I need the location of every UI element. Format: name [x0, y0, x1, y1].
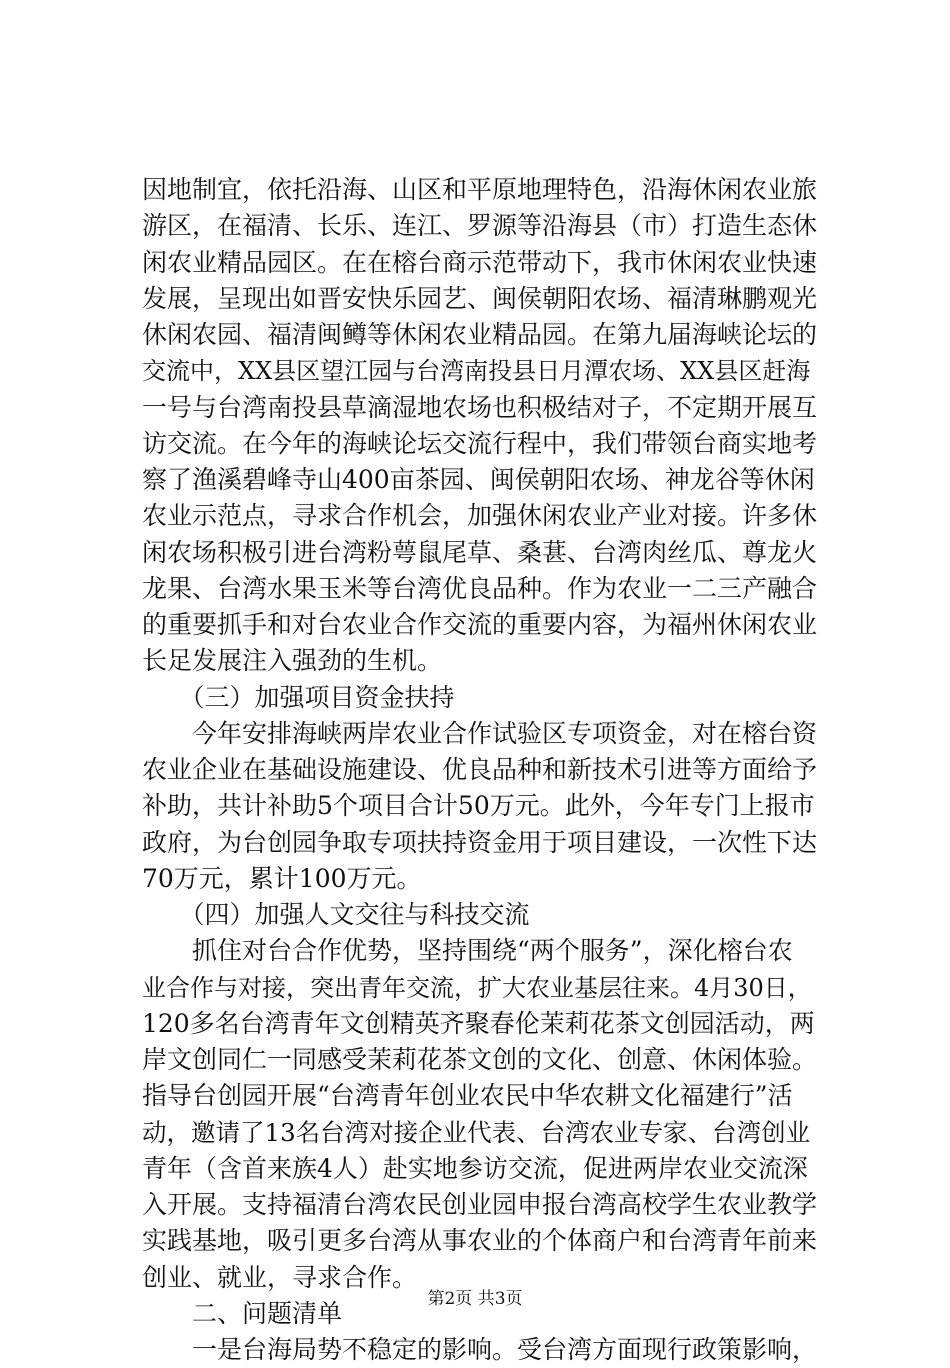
text-line: 政府，为台创园争取专项扶持资金用于项目建设，一次性下达 — [142, 827, 818, 857]
text-line: 交流中，XX县区望江园与台湾南投县日月潭农场、XX县区赶海 — [142, 357, 811, 386]
text-line: 创业、就业，寻求合作。 — [142, 1262, 418, 1292]
text-line: 闲农业精品园区。在在榕台商示范带动下，我市休闲农业快速 — [142, 247, 818, 277]
text-line: 游区，在福清、长乐、连江、罗源等沿海县（市）打造生态休 — [142, 211, 818, 241]
text-line: 入开展。支持福清台湾农民创业园申报台湾高校学生农业教学 — [142, 1190, 818, 1219]
text-line: 龙果、台湾水果玉米等台湾优良品种。作为农业一二三产融合 — [142, 573, 818, 603]
text-line: 实践基地，吸引更多台湾从事农业的个体商户和台湾青年前来 — [142, 1226, 818, 1256]
text-line: 岸文创同仁一同感受茉莉花茶文创的文化、创意、休闲体验。 — [142, 1045, 818, 1074]
text-line: 发展，呈现出如晋安快乐园艺、闽侯朝阳农场、福清琳鹏观光 — [142, 283, 818, 313]
text-line: 今年安排海峡两岸农业合作试验区专项资金，对在榕台资 — [142, 718, 818, 748]
section-heading: （四）加强人文交往与科技交流 — [142, 900, 530, 929]
text-line: 指导台创园开展“台湾青年创业农民中华农耕文化福建行”活 — [142, 1081, 793, 1111]
page-number: 第2页 共3页 — [427, 1289, 523, 1309]
text-line: 120多名台湾青年文创精英齐聚春伦茉莉花茶文创园活动，两 — [142, 1008, 815, 1038]
section-heading: 二、问题清单 — [142, 1298, 343, 1328]
text-line: 70万元，累计100万元。 — [142, 863, 422, 893]
text-line: 业合作与对接，突出青年交流，扩大农业基层往来。4月30日， — [142, 973, 812, 1002]
text-line: 的重要抓手和对台农业合作交流的重要内容，为福州休闲农业 — [142, 610, 818, 639]
text-line: 补助，共计补助5个项目合计50万元。此外，今年专门上报市 — [142, 791, 815, 821]
text-line: 因地制宜，依托沿海、山区和平原地理特色，沿海休闲农业旅 — [142, 175, 818, 204]
text-line: 察了渔溪碧峰寺山400亩茶园、闽侯朝阳农场、神龙谷等休闲 — [142, 465, 815, 494]
text-line: 一号与台湾南投县草滴湿地农场也积极结对子，不定期开展互 — [142, 392, 818, 422]
text-line: 动，邀请了13名台湾对接企业代表、台湾农业专家、台湾创业 — [142, 1117, 811, 1147]
text-line: 长足发展注入强劲的生机。 — [142, 646, 443, 676]
text-line: 青年（含首来族4人）赴实地参访交流，促进两岸农业交流深 — [142, 1153, 808, 1183]
text-line: 农业示范点，寻求合作机会，加强休闲农业产业对接。许多休 — [142, 501, 818, 531]
text-line: 休闲农园、福清闽鳟等休闲农业精品园。在第九届海峡论坛的 — [142, 320, 818, 349]
text-line: 访交流。在今年的海峡论坛交流行程中，我们带领台商实地考 — [142, 428, 818, 458]
page-footer — [0, 1287, 950, 1311]
document-body — [142, 172, 822, 1368]
section-heading: （三）加强项目资金扶持 — [142, 682, 455, 712]
text-line: 农业企业在基础设施建设、优良品种和新技术引进等方面给予 — [142, 755, 818, 784]
text-line: 一是台海局势不稳定的影响。受台湾方面现行政策影响， — [142, 1335, 818, 1364]
text-line: 闲农场积极引进台湾粉萼鼠尾草、桑葚、台湾肉丝瓜、尊龙火 — [142, 537, 818, 567]
text-line: 抓住对台合作优势，坚持围绕“两个服务”，深化榕台农 — [142, 936, 793, 966]
